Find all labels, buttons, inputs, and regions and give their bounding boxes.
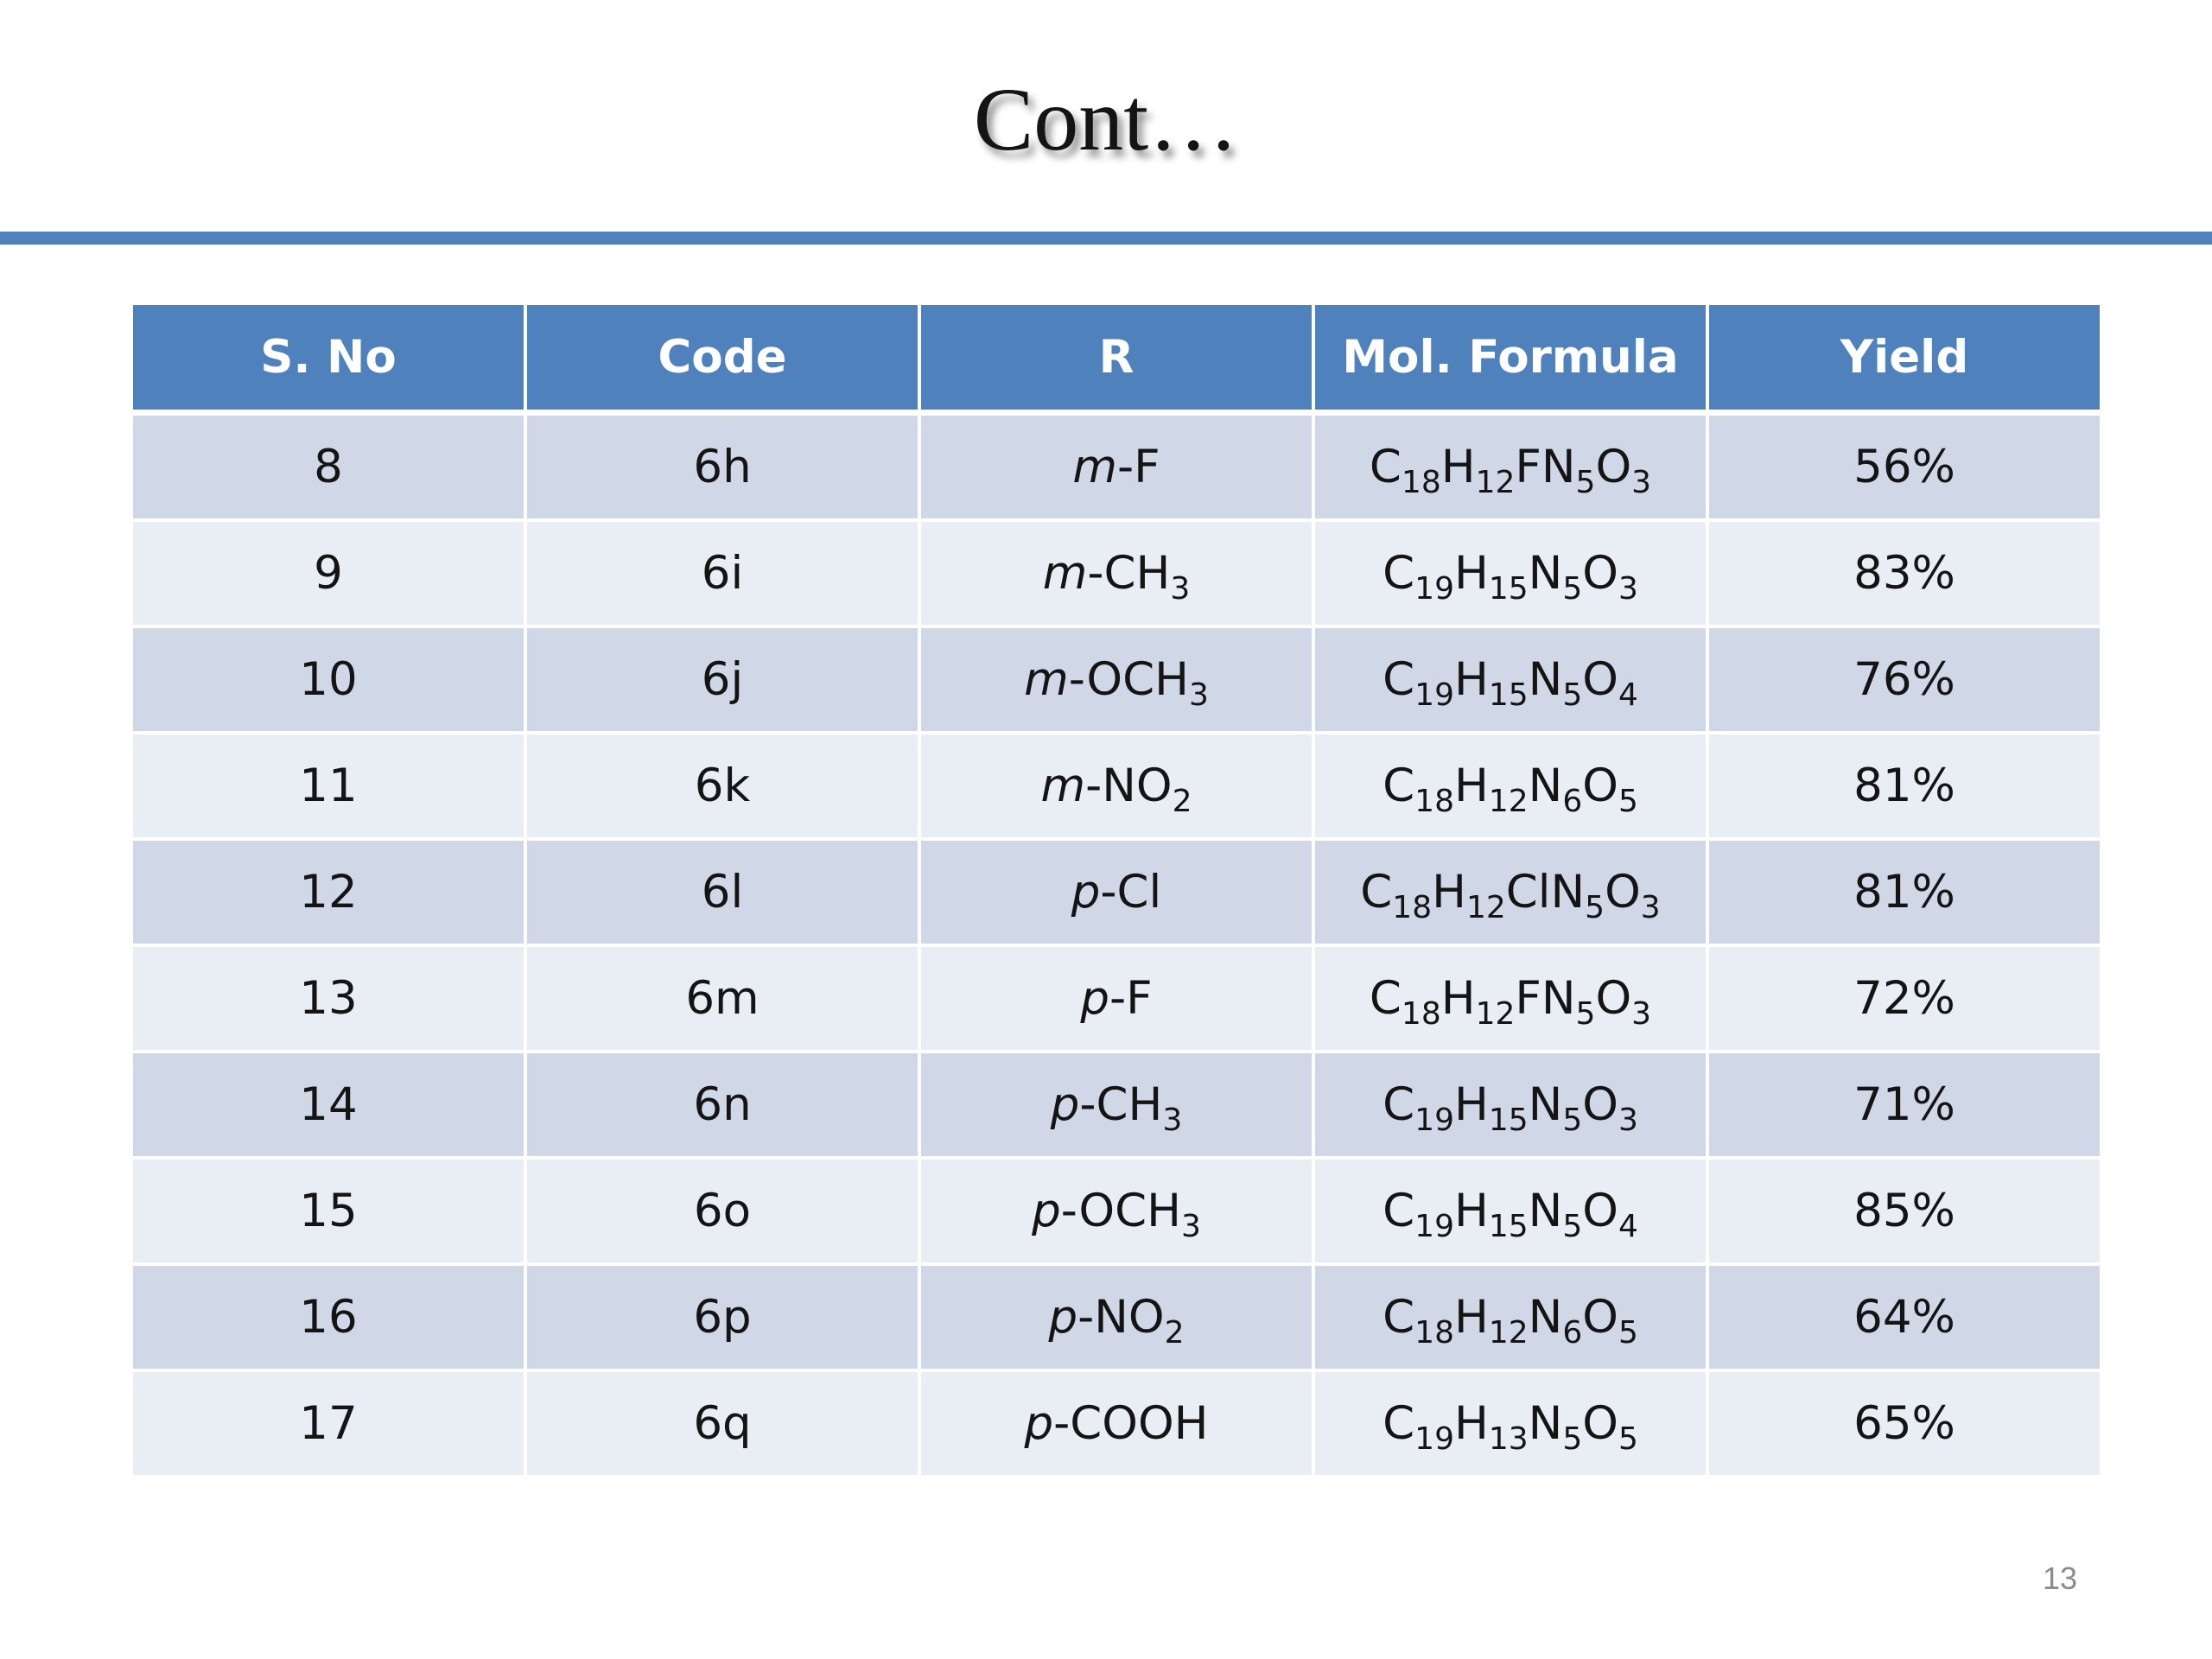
cell-sno: 8 bbox=[131, 413, 525, 521]
formula-subscript: 19 bbox=[1414, 1103, 1454, 1138]
table-row bbox=[131, 626, 2101, 733]
formula-element: N bbox=[1528, 653, 1563, 706]
formula-element: N bbox=[1528, 1185, 1563, 1237]
cell-mol-formula bbox=[1313, 1370, 1707, 1477]
formula-subscript: 4 bbox=[1618, 1209, 1638, 1244]
formula-element: C bbox=[1369, 441, 1402, 493]
cell-r-group bbox=[919, 1370, 1313, 1477]
slide-title: Cont… bbox=[973, 70, 1239, 169]
formula-element: H bbox=[1453, 1397, 1489, 1450]
formula-element: N bbox=[1528, 547, 1563, 600]
r-position-prefix: p bbox=[1071, 866, 1101, 918]
cell-r-group bbox=[919, 1158, 1313, 1264]
cell-code: 6l bbox=[525, 839, 919, 945]
cell-r-group bbox=[919, 1052, 1313, 1158]
cell-yield: 85% bbox=[1707, 1158, 2101, 1264]
formula-subscript: 19 bbox=[1414, 1421, 1454, 1457]
formula-subscript: 18 bbox=[1392, 890, 1433, 925]
formula-subscript: 19 bbox=[1414, 677, 1454, 713]
cell-mol-formula bbox=[1313, 1052, 1707, 1158]
r-position-prefix: m bbox=[1042, 547, 1088, 600]
cell-code: 6j bbox=[525, 626, 919, 733]
r-group-text: -CH bbox=[1079, 1078, 1163, 1131]
formula-element: H bbox=[1453, 1185, 1489, 1237]
compound-table bbox=[130, 302, 2103, 1478]
formula-element: FN bbox=[1515, 972, 1576, 1025]
formula-element: H bbox=[1440, 972, 1476, 1025]
formula-subscript: 5 bbox=[1575, 996, 1596, 1032]
formula-element: C bbox=[1360, 866, 1393, 918]
r-group-subscript: 3 bbox=[1180, 1209, 1201, 1244]
r-group-text: -OCH bbox=[1068, 653, 1189, 706]
cell-yield: 83% bbox=[1707, 520, 2101, 626]
cell-mol-formula bbox=[1313, 839, 1707, 945]
cell-mol-formula bbox=[1313, 626, 1707, 733]
cell-r-group bbox=[919, 839, 1313, 945]
formula-subscript: 3 bbox=[1618, 1103, 1638, 1138]
cell-code: 6n bbox=[525, 1052, 919, 1158]
formula-subscript: 5 bbox=[1618, 1421, 1638, 1457]
r-position-prefix: p bbox=[1032, 1185, 1061, 1237]
table-row bbox=[131, 1158, 2101, 1264]
formula-subscript: 6 bbox=[1562, 1315, 1583, 1351]
formula-element: C bbox=[1382, 760, 1415, 812]
header-mol-formula: Mol. Formula bbox=[1313, 303, 1707, 413]
cell-code: 6m bbox=[525, 945, 919, 1052]
formula-subscript: 15 bbox=[1488, 1209, 1529, 1244]
formula-subscript: 5 bbox=[1562, 1421, 1583, 1457]
cell-yield: 81% bbox=[1707, 733, 2101, 839]
r-group-subscript: 3 bbox=[1188, 677, 1209, 713]
formula-element: ClN bbox=[1505, 866, 1586, 918]
formula-element: H bbox=[1440, 441, 1476, 493]
table-row bbox=[131, 945, 2101, 1052]
header-row bbox=[131, 303, 2101, 413]
formula-element: C bbox=[1369, 972, 1402, 1025]
formula-element: N bbox=[1528, 760, 1563, 812]
formula-subscript: 12 bbox=[1488, 784, 1529, 819]
cell-sno: 15 bbox=[131, 1158, 525, 1264]
cell-mol-formula bbox=[1313, 733, 1707, 839]
cell-code: 6k bbox=[525, 733, 919, 839]
formula-element: N bbox=[1528, 1078, 1563, 1131]
r-group-text: -CH bbox=[1087, 547, 1171, 600]
formula-subscript: 12 bbox=[1475, 465, 1516, 500]
r-group-subscript: 2 bbox=[1164, 1315, 1185, 1351]
formula-element: N bbox=[1528, 1397, 1563, 1450]
table-header bbox=[131, 303, 2101, 413]
formula-element: C bbox=[1382, 1185, 1415, 1237]
formula-subscript: 18 bbox=[1401, 996, 1441, 1032]
formula-subscript: 12 bbox=[1488, 1315, 1529, 1351]
cell-r-group bbox=[919, 945, 1313, 1052]
header-sno: S. No bbox=[131, 303, 525, 413]
r-group-text: -NO bbox=[1085, 760, 1173, 812]
formula-element: N bbox=[1528, 1291, 1563, 1344]
r-position-prefix: p bbox=[1024, 1397, 1054, 1450]
r-position-prefix: p bbox=[1048, 1291, 1078, 1344]
formula-subscript: 5 bbox=[1575, 465, 1596, 500]
formula-subscript: 3 bbox=[1631, 465, 1652, 500]
formula-element: H bbox=[1453, 653, 1489, 706]
formula-element: O bbox=[1582, 1397, 1618, 1450]
formula-subscript: 5 bbox=[1618, 784, 1638, 819]
formula-subscript: 18 bbox=[1401, 465, 1441, 500]
formula-element: H bbox=[1432, 866, 1466, 918]
formula-element: C bbox=[1382, 547, 1415, 600]
cell-r-group bbox=[919, 413, 1313, 521]
r-group-text: -OCH bbox=[1060, 1185, 1181, 1237]
r-group-subscript: 2 bbox=[1172, 784, 1192, 819]
header-code: Code bbox=[525, 303, 919, 413]
cell-sno: 11 bbox=[131, 733, 525, 839]
cell-mol-formula bbox=[1313, 1264, 1707, 1370]
formula-subscript: 4 bbox=[1618, 677, 1638, 713]
cell-yield: 56% bbox=[1707, 413, 2101, 521]
cell-sno: 13 bbox=[131, 945, 525, 1052]
table-body bbox=[131, 413, 2101, 1478]
formula-element: O bbox=[1582, 653, 1618, 706]
formula-element: C bbox=[1382, 653, 1415, 706]
cell-r-group bbox=[919, 1264, 1313, 1370]
cell-code: 6q bbox=[525, 1370, 919, 1477]
title-divider bbox=[0, 232, 2212, 245]
r-group-text: -F bbox=[1117, 441, 1160, 493]
formula-element: O bbox=[1582, 547, 1618, 600]
formula-subscript: 12 bbox=[1475, 996, 1516, 1032]
formula-subscript: 5 bbox=[1562, 1103, 1583, 1138]
r-group-text: -F bbox=[1109, 972, 1153, 1025]
formula-subscript: 5 bbox=[1585, 890, 1605, 925]
r-group-subscript: 3 bbox=[1162, 1103, 1183, 1138]
cell-yield: 76% bbox=[1707, 626, 2101, 733]
cell-yield: 64% bbox=[1707, 1264, 2101, 1370]
cell-yield: 81% bbox=[1707, 839, 2101, 945]
formula-subscript: 15 bbox=[1488, 571, 1529, 607]
cell-sno: 14 bbox=[131, 1052, 525, 1158]
cell-mol-formula bbox=[1313, 413, 1707, 521]
formula-element: O bbox=[1582, 1078, 1618, 1131]
table-row bbox=[131, 520, 2101, 626]
formula-subscript: 5 bbox=[1562, 677, 1583, 713]
formula-element: O bbox=[1582, 1291, 1618, 1344]
cell-code: 6o bbox=[525, 1158, 919, 1264]
r-group-subscript: 3 bbox=[1170, 571, 1191, 607]
cell-mol-formula bbox=[1313, 1158, 1707, 1264]
cell-mol-formula bbox=[1313, 945, 1707, 1052]
cell-code: 6p bbox=[525, 1264, 919, 1370]
cell-r-group bbox=[919, 733, 1313, 839]
cell-yield: 72% bbox=[1707, 945, 2101, 1052]
r-group-text: -NO bbox=[1077, 1291, 1165, 1344]
cell-r-group bbox=[919, 626, 1313, 733]
table-row bbox=[131, 413, 2101, 521]
cell-sno: 10 bbox=[131, 626, 525, 733]
table-row bbox=[131, 733, 2101, 839]
formula-subscript: 18 bbox=[1414, 1315, 1454, 1351]
cell-r-group bbox=[919, 520, 1313, 626]
formula-element: O bbox=[1595, 972, 1632, 1025]
formula-subscript: 5 bbox=[1618, 1315, 1638, 1351]
cell-mol-formula bbox=[1313, 520, 1707, 626]
formula-subscript: 19 bbox=[1414, 1209, 1454, 1244]
formula-element: H bbox=[1453, 547, 1489, 600]
header-r: R bbox=[919, 303, 1313, 413]
r-position-prefix: m bbox=[1040, 760, 1086, 812]
r-group-text: -Cl bbox=[1100, 866, 1162, 918]
formula-subscript: 6 bbox=[1562, 784, 1583, 819]
formula-element: FN bbox=[1515, 441, 1576, 493]
r-position-prefix: m bbox=[1024, 653, 1069, 706]
formula-element: O bbox=[1582, 1185, 1618, 1237]
formula-element: H bbox=[1453, 760, 1489, 812]
formula-subscript: 3 bbox=[1631, 996, 1652, 1032]
formula-element: O bbox=[1582, 760, 1618, 812]
page-number: 13 bbox=[2042, 1560, 2077, 1596]
cell-yield: 65% bbox=[1707, 1370, 2101, 1477]
cell-code: 6i bbox=[525, 520, 919, 626]
cell-sno: 17 bbox=[131, 1370, 525, 1477]
formula-subscript: 13 bbox=[1488, 1421, 1529, 1457]
r-group-text: -COOH bbox=[1053, 1397, 1209, 1450]
cell-yield: 71% bbox=[1707, 1052, 2101, 1158]
formula-subscript: 12 bbox=[1465, 890, 1506, 925]
formula-subscript: 18 bbox=[1414, 784, 1454, 819]
formula-element: H bbox=[1453, 1078, 1489, 1131]
formula-element: C bbox=[1382, 1078, 1415, 1131]
formula-element: O bbox=[1605, 866, 1641, 918]
r-position-prefix: m bbox=[1072, 441, 1117, 493]
table-row bbox=[131, 1264, 2101, 1370]
cell-sno: 9 bbox=[131, 520, 525, 626]
formula-subscript: 3 bbox=[1618, 571, 1638, 607]
table-row bbox=[131, 1370, 2101, 1477]
formula-element: O bbox=[1595, 441, 1632, 493]
formula-subscript: 5 bbox=[1562, 571, 1583, 607]
formula-subscript: 5 bbox=[1562, 1209, 1583, 1244]
cell-code: 6h bbox=[525, 413, 919, 521]
table-row bbox=[131, 839, 2101, 945]
cell-sno: 12 bbox=[131, 839, 525, 945]
formula-element: C bbox=[1382, 1291, 1415, 1344]
formula-subscript: 15 bbox=[1488, 677, 1529, 713]
cell-sno: 16 bbox=[131, 1264, 525, 1370]
header-yield: Yield bbox=[1707, 303, 2101, 413]
r-position-prefix: p bbox=[1050, 1078, 1080, 1131]
formula-element: C bbox=[1382, 1397, 1415, 1450]
table-row bbox=[131, 1052, 2101, 1158]
formula-subscript: 3 bbox=[1640, 890, 1661, 925]
formula-subscript: 19 bbox=[1414, 571, 1454, 607]
formula-subscript: 15 bbox=[1488, 1103, 1529, 1138]
r-position-prefix: p bbox=[1080, 972, 1110, 1025]
formula-element: H bbox=[1453, 1291, 1489, 1344]
